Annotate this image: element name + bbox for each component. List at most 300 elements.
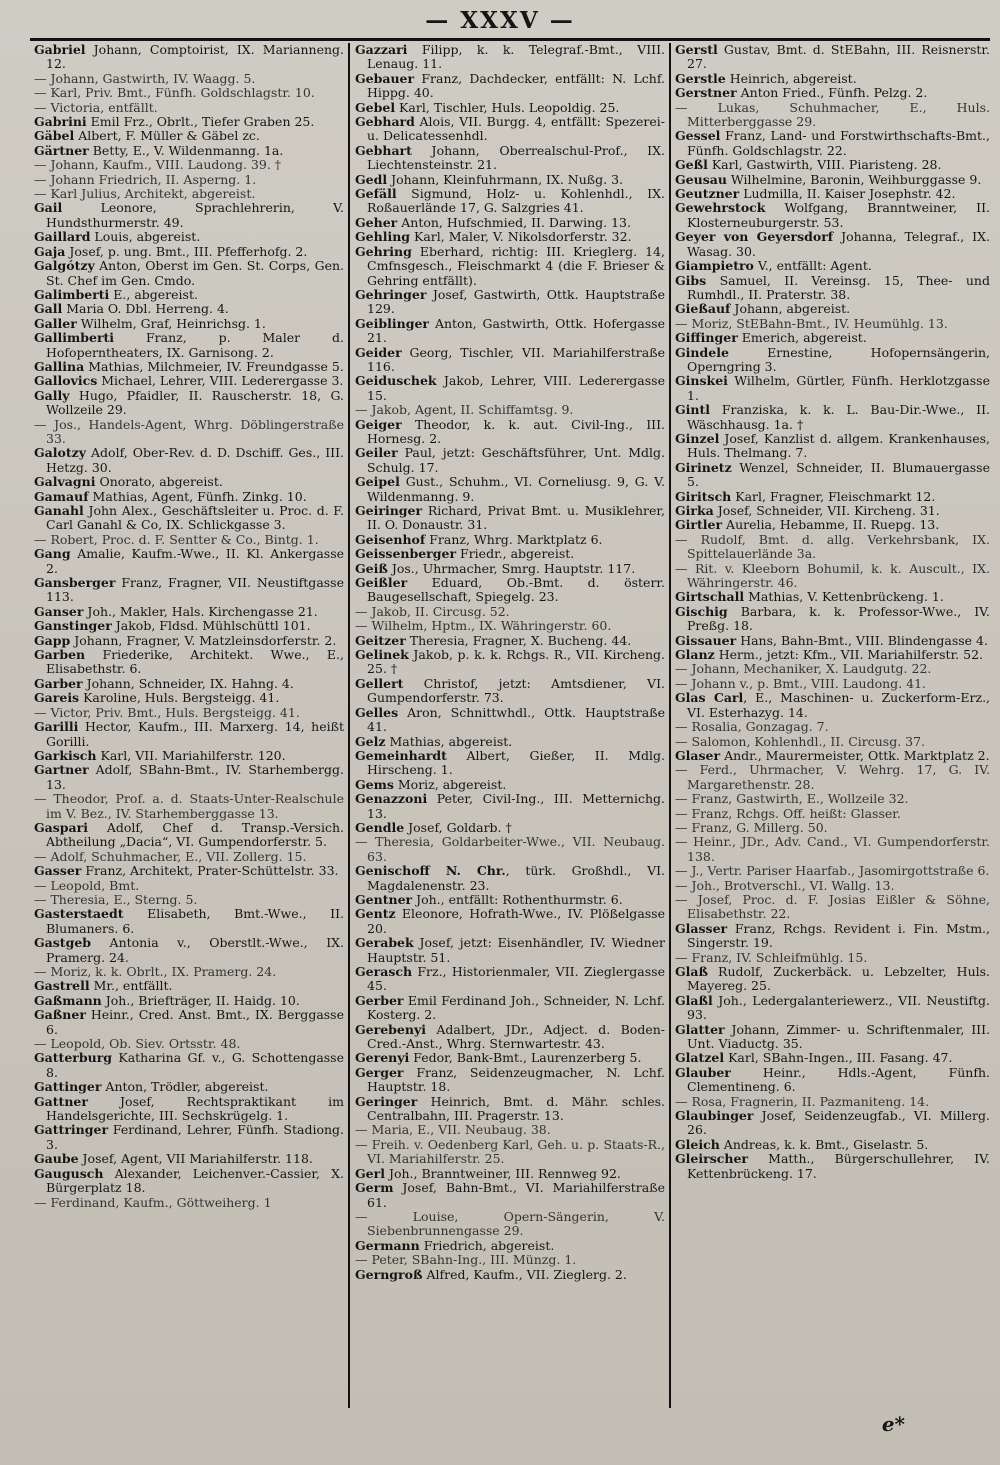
directory-entry: [675, 634, 990, 648]
directory-entry: [675, 893, 990, 922]
directory-entry: [34, 389, 344, 418]
entry-details: Joh., Makler, Hals. Kirchengasse 21.: [83, 603, 318, 619]
entry-details: Rudolf, Zuckerbäck. u. Lebzelter, Huls. Mayereg. 25.: [687, 964, 990, 994]
entry-surname: Gerber: [355, 992, 404, 1008]
entry-details: Josef, Gastwirth, Ottk. Hauptstraße 129.: [367, 286, 665, 317]
entry-surname: Gentner: [355, 891, 413, 907]
entry-details: Hector, Kaufm., III. Marxerg. 14, heißt Gorilli.: [46, 719, 344, 749]
entry-details: Gustav, Bmt. d. StEBahn, III. Reisnerstr. 27.: [687, 43, 990, 72]
directory-entry: [355, 605, 665, 619]
entry-details: — Jakob, II. Circusg. 52.: [355, 603, 510, 619]
entry-details: — Franz, Gastwirth, E., Wollzeile 32.: [675, 791, 909, 807]
entry-details: Johann, Zimmer- u. Schriftenmaler, III. Unt. Viaductg. 35.: [687, 1021, 990, 1052]
entry-details: — Ferdinand, Kaufm., Göttweiherg. 1: [34, 1194, 272, 1210]
directory-entry: [34, 1080, 344, 1094]
directory-entry: [355, 288, 665, 317]
entry-details: Karl, Maler, V. Nikolsdorferstr. 32.: [410, 229, 632, 245]
directory-entry: [675, 158, 990, 172]
entry-surname: Gaßmann: [34, 992, 102, 1008]
directory-entry: [355, 835, 665, 864]
directory-entry: [355, 1167, 665, 1181]
directory-entry: [34, 792, 344, 821]
directory-entry: [675, 807, 990, 821]
entry-surname: Germann: [355, 1237, 420, 1253]
entry-details: Friederike, Architekt. Wwe., E., Elisabethstr. 6.: [46, 647, 344, 677]
directory-entry: [355, 446, 665, 475]
directory-entry: [34, 245, 344, 259]
entry-surname: Glatter: [675, 1021, 725, 1037]
directory-entry: [355, 346, 665, 375]
entry-details: Josef, Seidenzeugfab., VI. Millerg. 26.: [687, 1108, 990, 1138]
entry-details: — Adolf, Schuhmacher, E., VII. Zollerg. 15.: [34, 848, 307, 864]
directory-entry: [675, 1138, 990, 1152]
directory-entry: [355, 821, 665, 835]
directory-entry: [355, 245, 665, 288]
entry-details: Wilhelm, Gürtler, Fünfh. Herklotzgasse 1.: [687, 373, 990, 403]
entry-surname: Gessel: [675, 128, 721, 144]
directory-entry: [34, 418, 344, 447]
entry-surname: Geitzer: [355, 632, 406, 648]
directory-entry: [355, 1210, 665, 1239]
directory-entry: [34, 302, 344, 316]
directory-entry: [675, 720, 990, 734]
entry-details: Ludmilla, II. Kaiser Josephstr. 42.: [739, 186, 956, 202]
entry-surname: Gerstle: [675, 70, 726, 86]
entry-surname: Gerstl: [675, 43, 718, 57]
directory-entry: [34, 490, 344, 504]
directory-entry: [34, 936, 344, 965]
entry-surname: Galotzy: [34, 445, 86, 461]
directory-entry: [34, 1167, 344, 1196]
directory-entry: [34, 821, 344, 850]
entry-details: — Karl, Priv. Bmt., Fünfh. Goldschlagstr. 10.: [34, 85, 315, 101]
directory-entry: [675, 432, 990, 461]
directory-entry: [675, 1051, 990, 1065]
directory-entry: [34, 706, 344, 720]
entry-surname: Gerebenyi: [355, 1021, 426, 1037]
entry-details: Theresia, Fragner, X. Bucheng. 44.: [405, 632, 632, 648]
entry-details: — Peter, SBahn-Ing., III. Münzg. 1.: [355, 1252, 577, 1268]
directory-entry: [355, 43, 665, 72]
entry-details: Louis, abgereist.: [90, 229, 201, 245]
entry-details: Georg, Tischler, VII. Mariahilferstraße 116.: [367, 344, 665, 374]
directory-entry: [355, 547, 665, 561]
directory-entry: [34, 763, 344, 792]
entry-details: Johann, Schneider, IX. Hahng. 4.: [82, 675, 294, 691]
entry-details: Friedrich, abgereist.: [419, 1237, 555, 1253]
directory-entry: [675, 735, 990, 749]
entry-surname: Gastgeb: [34, 935, 92, 951]
entry-details: Heinrich, Bmt. d. Mähr. schles. Centralbahn, III. Pragerstr. 13.: [367, 1093, 665, 1124]
entry-surname: Gehring: [355, 243, 412, 259]
entry-details: Josef, Schneider, VII. Kircheng. 31.: [713, 503, 940, 518]
entry-details: Fedor, Bank-Bmt., Laurenzerberg 5.: [409, 1050, 642, 1066]
directory-entry: [34, 259, 344, 288]
entry-surname: Garben: [34, 647, 86, 663]
directory-entry: [675, 605, 990, 634]
entry-details: Albert, Gießer, II. Mdlg. Hirscheng. 1.: [367, 747, 665, 778]
directory-entry: [355, 1253, 665, 1267]
entry-details: Gust., Schuhm., VI. Corneliusg. 9, G. V. Wildenmanng. 9.: [367, 474, 665, 504]
entry-surname: Gelles: [355, 704, 399, 720]
entry-details: Josef, Kanzlist d. allgem. Krankenhauses, Huls. Thelmang. 7.: [687, 430, 990, 461]
entry-surname: Geiß: [355, 560, 388, 576]
directory-entry: [675, 230, 990, 259]
entry-details: Josef, Agent, VII Mariahilferstr. 118.: [78, 1151, 313, 1167]
entry-surname: Gleirscher: [675, 1151, 748, 1167]
entry-details: Jakob, Fldsd. Mühlschüttl 101.: [111, 618, 311, 634]
entry-details: — Franz, IV. Schleifmühlg. 15.: [675, 949, 868, 965]
directory-entry: [34, 907, 344, 936]
entry-details: Samuel, II. Vereinsg. 15, Thee- und Rumhdl., II. Praterstr. 38.: [687, 272, 990, 302]
column-divider-1: [348, 43, 350, 1408]
entry-details: Hans, Bahn-Bmt., VIII. Blindengasse 4.: [736, 632, 988, 648]
entry-surname: Girtschall: [675, 589, 745, 605]
entry-surname: Gedl: [355, 171, 388, 187]
entry-surname: Gerl: [355, 1165, 385, 1181]
entry-surname: Gabriel: [34, 43, 86, 57]
entry-details: Franz, Rchgs. Revident i. Fin. Mstm., Singerstr. 19.: [687, 920, 990, 951]
directory-entry: [355, 735, 665, 749]
directory-entry: [355, 936, 665, 965]
entry-details: — Rit. v. Kleeborn Bohumil, k. k. Auscult., IX. Währingerstr. 46.: [675, 560, 990, 591]
directory-entry: [675, 951, 990, 965]
entry-surname: Galimberti: [34, 286, 110, 302]
directory-entry: [675, 590, 990, 604]
directory-entry: [34, 144, 344, 158]
directory-entry: [675, 562, 990, 591]
entry-details: Mathias, Milchmeier, IV. Freundgasse 5.: [84, 358, 344, 374]
entry-surname: Genischoff N. Chr.: [355, 863, 506, 879]
directory-entry: [34, 317, 344, 331]
entry-surname: Gleich: [675, 1136, 720, 1152]
entry-surname: Geßl: [675, 157, 708, 173]
directory-entry: [355, 706, 665, 735]
entry-surname: Gapp: [34, 632, 71, 648]
entry-details: Emil Ferdinand Joh., Schneider, N. Lchf. Kosterg. 2.: [367, 992, 665, 1023]
entry-details: Franz, Dachdecker, entfällt: N. Lchf. Hippg. 40.: [367, 70, 665, 101]
entry-details: Franziska, k. k. L. Bau-Dir.-Wwe., II. Wäschhausg. 1a. †: [687, 402, 990, 432]
entry-details: Karl, Fragner, Fleischmarkt 12.: [731, 488, 936, 504]
entry-surname: Gattinger: [34, 1079, 102, 1095]
entry-surname: Gatterburg: [34, 1050, 113, 1066]
directory-entry: [34, 605, 344, 619]
entry-details: — Rosalia, Gonzagag. 7.: [675, 719, 829, 735]
directory-entry: [34, 1196, 344, 1210]
directory-entry: [34, 1051, 344, 1080]
entry-surname: Gems: [355, 776, 394, 792]
entry-details: Betty, E., V. Wildenmanng. 1a.: [88, 142, 284, 158]
entry-surname: Gelz: [355, 733, 386, 749]
entry-surname: Geher: [355, 214, 398, 230]
directory-entry: [355, 187, 665, 216]
entry-details: Eleonore, Hofrath-Wwe., IV. Plößelgasse 20.: [367, 906, 665, 936]
entry-details: — Johann Friedrich, II. Asperng. 1.: [34, 171, 257, 187]
entry-details: Adolf, SBahn-Bmt., IV. Starhembergg. 13.: [46, 762, 344, 792]
entry-surname: Geisenhof: [355, 531, 426, 547]
entry-surname: Galvagni: [34, 474, 96, 490]
entry-surname: Gerabek: [355, 935, 414, 951]
entry-surname: Glaß: [675, 964, 709, 979]
entry-details: , E., Maschinen- u. Zuckerform-Erz., VI. Esterhazyg. 14.: [687, 690, 990, 720]
entry-surname: Geusau: [675, 171, 727, 187]
entry-details: — Heinr., JDr., Adv. Cand., VI. Gumpendorferstr. 138.: [675, 834, 990, 864]
entry-surname: Gaja: [34, 243, 66, 259]
entry-details: V., entfällt: Agent.: [753, 258, 872, 274]
entry-details: Wilhelmine, Baronin, Weihburggasse 9.: [726, 171, 982, 187]
entry-details: — Leopold, Bmt.: [34, 877, 140, 893]
directory-entry: [355, 1268, 665, 1282]
entry-surname: Glasser: [675, 920, 728, 936]
directory-entry: [355, 533, 665, 547]
entry-details: Josef, jetzt: Eisenhändler, IV. Wiedner Hauptstr. 51.: [367, 935, 665, 965]
directory-entry: [675, 792, 990, 806]
directory-entry: [675, 274, 990, 303]
entry-details: Joh., Branntweiner, III. Rennweg 92.: [384, 1165, 621, 1181]
entry-details: Anton, Gastwirth, Ottk. Hofergasse 21.: [367, 315, 665, 346]
entry-surname: Gerstner: [675, 85, 737, 101]
signature-mark: e*: [881, 1412, 905, 1436]
entry-details: Mathias, abgereist.: [385, 733, 513, 749]
directory-entry: [675, 72, 990, 86]
directory-entry: [355, 648, 665, 677]
directory-entry: [675, 662, 990, 676]
entry-details: Theodor, k. k. aut. Civil-Ing., III. Hornesg. 2.: [367, 416, 665, 446]
entry-surname: Ganser: [34, 603, 84, 619]
entry-details: Heinr., Cred. Anst. Bmt., IX. Berggasse 6.: [46, 1007, 344, 1037]
entry-details: Filipp, k. k. Telegraf.-Bmt., VIII. Lenaug. 11.: [367, 43, 665, 72]
directory-entry: [355, 317, 665, 346]
entry-details: — Theresia, E., Sterng. 5.: [34, 891, 198, 907]
entry-surname: Ganstinger: [34, 618, 112, 634]
entry-surname: Gindele: [675, 344, 729, 360]
entry-surname: Gasser: [34, 863, 82, 879]
entry-details: Barbara, k. k. Professor-Wwe., IV. Preßg. 18.: [687, 603, 990, 634]
entry-details: Heinrich, abgereist.: [725, 70, 857, 86]
entry-surname: Gareis: [34, 690, 80, 706]
entry-details: Heinr., Hdls.-Agent, Fünfh. Clementineng. 6.: [687, 1064, 990, 1095]
entry-details: Emil Frz., Obrlt., Tiefer Graben 25.: [86, 114, 315, 130]
directory-entry: [675, 259, 990, 273]
directory-entry: [34, 634, 344, 648]
entry-details: — Joh., Brotverschl., VI. Wallg. 13.: [675, 877, 895, 893]
entry-details: Anton Fried., Fünfh. Pelzg. 2.: [736, 85, 928, 101]
directory-entry: [675, 331, 990, 345]
entry-details: Johann, Fragner, V. Matzleinsdorferstr. 2.: [70, 632, 337, 648]
entry-details: Onorato, abgereist.: [95, 474, 223, 490]
entry-details: Mr., entfällt.: [89, 978, 173, 994]
entry-surname: Geipel: [355, 474, 400, 490]
directory-entry: [34, 504, 344, 533]
entry-details: Johann, abgereist.: [730, 301, 851, 317]
directory-entry: [355, 994, 665, 1023]
entry-details: Jakob, Lehrer, VIII. Lederergasse 15.: [367, 373, 665, 403]
entry-details: — Maria, E., VII. Neubaug. 38.: [355, 1122, 551, 1138]
entry-surname: Giffinger: [675, 330, 738, 346]
entry-details: Maria O. Dbl. Herreng. 4.: [62, 301, 229, 317]
directory-entry: [34, 115, 344, 129]
directory-entry: [675, 965, 990, 994]
directory-entry: [34, 1008, 344, 1037]
directory-entry: [675, 1095, 990, 1109]
entry-surname: Girinetz: [675, 459, 732, 475]
entry-surname: Geyer von Geyersdorf: [675, 229, 834, 245]
entry-details: Sigmund, Holz- u. Kohlenhdl., IX. Roßauerlände 17, G. Salzgries 41.: [367, 186, 665, 216]
directory-entry: [675, 43, 990, 72]
directory-entry: [34, 850, 344, 864]
entry-details: Franz, Land- und Forstwirthschafts-Bmt., Fünfh. Goldschlagstr. 22.: [687, 128, 990, 158]
entry-surname: Galler: [34, 315, 77, 331]
entry-details: — Karl Julius, Architekt, abgereist.: [34, 186, 256, 202]
directory-entry: [355, 1138, 665, 1167]
directory-entry: [355, 144, 665, 173]
entry-details: Anton, Oberst im Gen. St. Corps, Gen. St. Chef im Gen. Cmdo.: [46, 258, 344, 288]
entry-details: Eduard, Ob.-Bmt. d. österr. Baugesellschaft, Spiegelg. 23.: [367, 575, 665, 605]
entry-details: Johann, Oberrealschul-Prof., IX. Liechtensteinstr. 21.: [367, 142, 665, 173]
entry-surname: Gehringer: [355, 286, 427, 302]
directory-entry: [34, 1123, 344, 1152]
entry-surname: Ginskei: [675, 373, 728, 389]
entry-details: Paul, jetzt: Geschäftsführer, Unt. Mdlg. Schulg. 17.: [367, 445, 665, 475]
entry-details: Hugo, Pfaidler, II. Rauscherstr. 18, G. Wollzeile 29.: [46, 387, 344, 418]
entry-details: Elisabeth, Bmt.-Wwe., II. Blumaners. 6.: [46, 906, 344, 936]
entry-surname: Gallimberti: [34, 330, 115, 346]
entry-details: Andreas, k. k. Bmt., Giselastr. 5.: [719, 1136, 929, 1152]
directory-entry: [34, 331, 344, 360]
directory-entry: [34, 446, 344, 475]
directory-entry: [675, 879, 990, 893]
entry-details: — Wilhelm, Hptm., IX. Währingerstr. 60.: [355, 618, 612, 634]
entry-surname: Gintl: [675, 402, 711, 418]
directory-entry: [34, 619, 344, 633]
directory-entry: [355, 1181, 665, 1210]
entry-details: — Salomon, Kohlenhdl., II. Circusg. 37.: [675, 733, 926, 749]
entry-surname: Gaube: [34, 1151, 79, 1167]
entry-surname: Geringer: [355, 1093, 418, 1109]
directory-entry: [34, 994, 344, 1008]
directory-entry: [355, 965, 665, 994]
entry-details: Josef, Goldarb. †: [404, 819, 512, 835]
directory-entry: [355, 1123, 665, 1137]
entry-details: — Moriz, k. k. Obrlt., IX. Pramerg. 24.: [34, 964, 277, 979]
directory-entry: [355, 475, 665, 504]
entry-details: Karl, SBahn-Ingen., III. Fasang. 47.: [724, 1050, 953, 1066]
entry-surname: Gattner: [34, 1093, 88, 1109]
entry-details: Johann, Kleinfuhrmann, IX. Nußg. 3.: [387, 171, 624, 187]
entry-details: Friedr., abgereist.: [456, 546, 575, 562]
directory-entry: [355, 619, 665, 633]
entry-surname: Gefäll: [355, 186, 397, 202]
entry-surname: Gail: [34, 200, 63, 216]
entry-details: — Rosa, Fragnerin, II. Pazmaniteng. 14.: [675, 1093, 930, 1109]
entry-surname: Gerenyi: [355, 1050, 410, 1066]
entry-surname: Gebhard: [355, 114, 415, 130]
entry-details: Franz, Whrg. Marktplatz 6.: [425, 531, 603, 547]
entry-details: Franz, p. Maler d. Hofoperntheaters, IX. Garnisong. 2.: [46, 330, 344, 360]
directory-entry: [34, 864, 344, 878]
entry-surname: Gaugusch: [34, 1165, 104, 1181]
directory-entry: [355, 576, 665, 605]
directory-entry: [34, 879, 344, 893]
entry-surname: Geiringer: [355, 503, 423, 518]
entry-details: Josef, Bahn-Bmt., VI. Mariahilferstraße 61.: [367, 1180, 665, 1210]
directory-entry: [675, 461, 990, 490]
directory-entry: [675, 821, 990, 835]
directory-entry: [34, 158, 344, 172]
entry-details: — J., Vertr. Pariser Haarfab., Jasomirgottstraße 6.: [675, 863, 990, 879]
entry-details: — Leopold, Ob. Siev. Ortsstr. 48.: [34, 1036, 241, 1052]
entry-surname: Gellert: [355, 675, 404, 691]
entry-surname: Galgótzy: [34, 258, 95, 274]
directory-entry: [675, 173, 990, 187]
entry-details: — Theodor, Prof. a. d. Staats-Unter-Realschule im V. Bez., IV. Starhemberggasse 13.: [34, 791, 344, 821]
directory-entry: [34, 547, 344, 576]
entry-details: — Franz, Rchgs. Off. heißt: Glasser.: [675, 805, 901, 821]
directory-entry: [34, 86, 344, 100]
entry-details: Jakob, p. k. k. Rchgs. R., VII. Kircheng. 25. †: [367, 647, 665, 677]
directory-entry: [34, 979, 344, 993]
entry-details: — Freih. v. Oedenberg Karl, Geh. u. p. Staats-R., VI. Mariahilferstr. 25.: [355, 1136, 665, 1167]
entry-surname: Girtler: [675, 517, 723, 533]
entry-details: Michael, Lehrer, VIII. Lederergasse 3.: [97, 373, 344, 389]
entry-details: Adolf, Ober-Rev. d. D. Dschiff. Ges., III. Hetzg. 30.: [46, 445, 344, 475]
entry-surname: Gang: [34, 546, 71, 562]
directory-entry: [34, 288, 344, 302]
entry-details: — Ferd., Uhrmacher, V. Wehrg. 17, G. IV. Margarethenstr. 28.: [675, 762, 990, 792]
entry-details: — Theresia, Goldarbeiter-Wwe., VII. Neubaug. 63.: [355, 834, 665, 864]
entry-surname: Glauber: [675, 1064, 731, 1080]
directory-entry: [34, 965, 344, 979]
entry-surname: Gendle: [355, 819, 405, 835]
directory-entry: [34, 893, 344, 907]
entry-details: Ernestine, Hofopernsängerin, Operngring 3.: [687, 344, 990, 374]
entry-surname: Gewehrstock: [675, 200, 766, 216]
entry-surname: Gastrell: [34, 978, 90, 994]
header-rule: [30, 38, 990, 41]
directory-entry: [675, 533, 990, 562]
entry-details: Amalie, Kaufm.-Wwe., II. Kl. Ankergasse 2.: [46, 546, 344, 576]
entry-details: Alexander, Leichenver.-Cassier, X. Bürgerplatz 18.: [46, 1165, 344, 1196]
entry-details: Eberhard, richtig: III. Krieglerg. 14, Cmfnsgesch., Fleischmarkt 4 (die F. Brieser & Gehring entfällt).: [367, 243, 665, 288]
directory-entry: [355, 778, 665, 792]
directory-entry: [355, 1066, 665, 1095]
entry-surname: Geider: [355, 344, 402, 360]
entry-details: Mathias, Agent, Fünfh. Zinkg. 10.: [88, 488, 307, 504]
entry-details: Wilhelm, Graf, Heinrichsg. 1.: [76, 315, 266, 331]
directory-entry: [675, 201, 990, 230]
entry-surname: Gaillard: [34, 229, 91, 245]
entry-surname: Glas Carl: [675, 690, 744, 706]
directory-entry: [34, 677, 344, 691]
entry-details: Peter, Civil-Ing., III. Metternichg. 13.: [367, 791, 665, 821]
directory-entry: [355, 1239, 665, 1253]
entry-details: Christof, jetzt: Amtsdiener, VI. Gumpendorferstr. 73.: [367, 675, 665, 706]
entry-surname: Gattringer: [34, 1122, 109, 1138]
directory-entry: [675, 129, 990, 158]
entry-surname: Gebauer: [355, 70, 415, 86]
directory-entry: [355, 418, 665, 447]
directory-entry: [675, 302, 990, 316]
directory-entry: [34, 230, 344, 244]
entry-surname: Genazzoni: [355, 791, 428, 807]
entry-details: Adalbert, JDr., Adject. d. Boden-Cred.-Anst., Whrg. Sternwartestr. 43.: [367, 1021, 665, 1052]
entry-details: Alois, VII. Burgg. 4, entfällt: Spezerei- u. Delicatessenhdl.: [367, 114, 665, 144]
entry-details: — Victor, Priv. Bmt., Huls. Bergsteigg. 41.: [34, 704, 300, 720]
entry-details: Karl, Gastwirth, VIII. Piaristeng. 28.: [707, 157, 942, 173]
directory-entry: [675, 86, 990, 100]
directory-entry: [34, 1152, 344, 1166]
directory-entry: [355, 749, 665, 778]
